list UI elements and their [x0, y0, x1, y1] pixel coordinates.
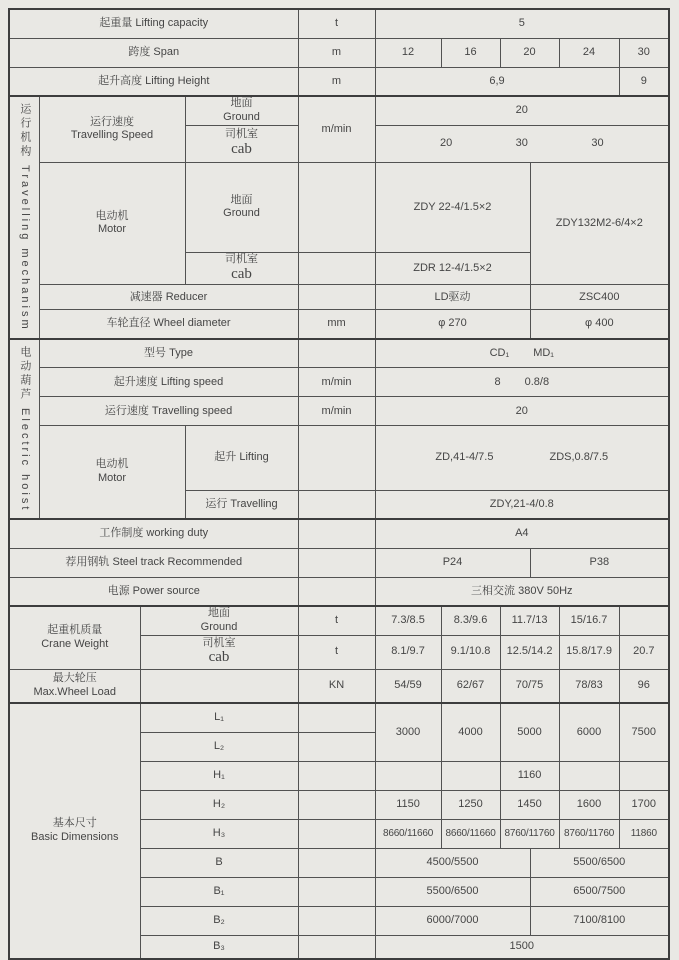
empty-cell: [298, 848, 375, 877]
hoist-motor-lifting-values: [375, 426, 669, 490]
dim-H3-value: 11860: [619, 819, 669, 848]
max-wheel-load-label: 最大轮压 Max.Wheel Load: [9, 669, 140, 703]
dim-B2-sublabel: B₂: [140, 906, 298, 935]
hoist-motor-travelling-value: ZDY,21-4/0.8: [375, 490, 669, 519]
hoist-type-value: MD₁: [533, 346, 555, 359]
travel-motor-cab-value: ZDR 12-4/1.5×2: [375, 253, 530, 285]
empty-cell: [619, 606, 669, 635]
crane-weight-cab-value: 15.8/17.9: [559, 635, 619, 669]
row-hoist-lifting-speed: [9, 368, 669, 397]
hoist-motor-lifting-sublabel: 起升 Lifting: [185, 426, 298, 490]
lifting-height-value-main: 6,9: [375, 67, 619, 96]
span-value: 16: [441, 38, 500, 67]
span-value: 24: [559, 38, 619, 67]
dim-B1-sublabel: B₁: [140, 877, 298, 906]
dim-H1-sublabel: H₁: [140, 761, 298, 790]
travel-speed-cab-value: 30: [591, 136, 604, 149]
hoist-type-value: CD₁: [489, 346, 510, 359]
hoist-travel-speed-label: 运行速度 Travelling speed: [39, 397, 298, 426]
hoist-motor-travelling-sublabel: 运行 Travelling: [185, 490, 298, 519]
lifting-height-value-30m: 9: [619, 67, 669, 96]
row-steel-track: [9, 548, 669, 577]
travel-motor-ground-sublabel: 地面 Ground: [185, 162, 298, 253]
lifting-capacity-label: 起重量 Lifting capacity: [9, 9, 298, 38]
dim-B2-right-value: 7100/8100: [530, 906, 669, 935]
row-dim-L1: [9, 703, 669, 732]
empty-cell: [441, 761, 500, 790]
crane-weight-cab-unit: t: [298, 635, 375, 669]
hoist-lifting-speed-values: [375, 368, 669, 397]
row-travel-motor-ground: [9, 162, 669, 253]
lifting-height-label: 起升高度 Lifting Height: [9, 67, 298, 96]
max-wheel-load-value: 62/67: [441, 669, 500, 703]
basic-dimensions-label: 基本尺寸 Basic Dimensions: [9, 703, 140, 959]
dim-B3-value: 1500: [375, 935, 669, 959]
dim-L-value: 4000: [441, 703, 500, 761]
crane-weight-ground-unit: t: [298, 606, 375, 635]
empty-cell: [298, 253, 375, 285]
dim-H2-value: 1450: [500, 790, 559, 819]
dim-H3-value: 8760/11760: [500, 819, 559, 848]
working-duty-label: 工作制度 working duty: [9, 519, 298, 548]
empty-cell: [298, 906, 375, 935]
dim-H3-value: 8660/11660: [375, 819, 441, 848]
max-wheel-load-value: 70/75: [500, 669, 559, 703]
dim-H3-sublabel: H₃: [140, 819, 298, 848]
dim-L2-sublabel: L₂: [140, 732, 298, 761]
empty-cell: [375, 761, 441, 790]
row-wheel-diameter: [9, 310, 669, 339]
travel-motor-label: 电动机 Motor: [39, 162, 185, 285]
crane-weight-ground-value: 11.7/13: [500, 606, 559, 635]
crane-weight-cab-value: 20.7: [619, 635, 669, 669]
dim-L-value: 6000: [559, 703, 619, 761]
dim-B-sublabel: B: [140, 848, 298, 877]
crane-weight-ground-sublabel: 地面 Ground: [140, 606, 298, 635]
travel-speed-label: [39, 96, 185, 162]
empty-cell: [298, 339, 375, 368]
span-value: 30: [619, 38, 669, 67]
crane-spec-table: [8, 8, 670, 960]
row-working-duty: [9, 519, 669, 548]
empty-cell: [298, 577, 375, 606]
hoist-motor-lifting-value: ZDS,0.8/7.5: [549, 451, 609, 464]
lifting-capacity-value: 5: [375, 9, 669, 38]
hoist-motor-lifting-value: ZD,41-4/7.5: [435, 451, 494, 464]
empty-cell: [298, 877, 375, 906]
hoist-motor-label: 电动机 Motor: [39, 426, 185, 519]
empty-cell: [298, 426, 375, 490]
steel-track-label: 荐用钢轨 Steel track Recommended: [9, 548, 298, 577]
span-value: 20: [500, 38, 559, 67]
electric-hoist-section-label: 电动葫芦 Electric hoist: [9, 339, 39, 519]
row-lifting-capacity: [9, 9, 669, 38]
dim-B1-right-value: 6500/7500: [530, 877, 669, 906]
steel-track-left-value: P24: [375, 548, 530, 577]
row-span: [9, 38, 669, 67]
dim-H3-value: 8660/11660: [441, 819, 500, 848]
empty-cell: [619, 761, 669, 790]
hoist-lifting-speed-label: 起升速度 Lifting speed: [39, 368, 298, 397]
empty-cell: [298, 548, 375, 577]
dim-H2-value: 1700: [619, 790, 669, 819]
reducer-label: 减速器 Reducer: [39, 285, 298, 310]
dim-B-right-value: 5500/6500: [530, 848, 669, 877]
hoist-lifting-speed-value: 0.8/8: [524, 375, 550, 388]
empty-cell: [298, 732, 375, 761]
empty-cell: [298, 519, 375, 548]
hoist-travel-speed-value: 20: [375, 397, 669, 426]
dim-H1-value: 1160: [500, 761, 559, 790]
dim-H2-value: 1600: [559, 790, 619, 819]
max-wheel-load-unit: KN: [298, 669, 375, 703]
row-max-wheel-load: [9, 669, 669, 703]
row-hoist-motor-lifting: [9, 426, 669, 490]
reducer-left-value: LD驱动: [375, 285, 530, 310]
row-power-source: [9, 577, 669, 606]
dim-H2-value: 1150: [375, 790, 441, 819]
travel-motor-cab-sublabel: 司机室 cab: [185, 253, 298, 285]
reducer-right-value: ZSC400: [530, 285, 669, 310]
dim-L-value: 3000: [375, 703, 441, 761]
hoist-type-values: [375, 339, 669, 368]
wheel-diameter-right-value: φ 400: [530, 310, 669, 339]
dim-L-value: 7500: [619, 703, 669, 761]
crane-weight-cab-value: 8.1/9.7: [375, 635, 441, 669]
travel-speed-cab-sublabel: 司机室 cab: [185, 125, 298, 162]
wheel-diameter-left-value: φ 270: [375, 310, 530, 339]
hoist-type-label: 型号 Type: [39, 339, 298, 368]
row-crane-weight-ground: [9, 606, 669, 635]
power-source-label: 电源 Power source: [9, 577, 298, 606]
row-hoist-travel-speed: [9, 397, 669, 426]
lifting-capacity-unit: t: [298, 9, 375, 38]
travel-motor-ground-value: ZDY 22-4/1.5×2: [375, 162, 530, 253]
empty-cell: [298, 162, 375, 253]
empty-cell: [298, 703, 375, 732]
crane-weight-ground-value: 8.3/9.6: [441, 606, 500, 635]
crane-weight-label: 起重机质量 Crane Weight: [9, 606, 140, 669]
travel-speed-cab-value: 30: [515, 136, 528, 149]
travel-speed-cab-value: 20: [439, 136, 453, 149]
row-reducer: [9, 285, 669, 310]
dim-H3-value: 8760/11760: [559, 819, 619, 848]
hoist-lifting-speed-unit: m/min: [298, 368, 375, 397]
travel-motor-right-value: ZDY132M2-6/4×2: [530, 162, 669, 285]
steel-track-right-value: P38: [530, 548, 669, 577]
working-duty-value: A4: [375, 519, 669, 548]
dim-H2-sublabel: H₂: [140, 790, 298, 819]
wheel-diameter-unit: mm: [298, 310, 375, 339]
empty-cell: [298, 285, 375, 310]
empty-cell: [298, 790, 375, 819]
empty-cell: [140, 669, 298, 703]
crane-weight-ground-value: 15/16.7: [559, 606, 619, 635]
dim-L-value: 5000: [500, 703, 559, 761]
dim-B2-left-value: 6000/7000: [375, 906, 530, 935]
row-travel-speed-ground: [9, 96, 669, 125]
empty-cell: [298, 819, 375, 848]
crane-weight-cab-sublabel: 司机室 cab: [140, 635, 298, 669]
empty-cell: [559, 761, 619, 790]
max-wheel-load-value: 54/59: [375, 669, 441, 703]
travel-speed-ground-value: 20: [375, 96, 669, 125]
power-source-value: 三相交流 380V 50Hz: [375, 577, 669, 606]
span-unit: m: [298, 38, 375, 67]
lifting-height-unit: m: [298, 67, 375, 96]
hoist-lifting-speed-value: 8: [494, 375, 501, 388]
dim-B1-left-value: 5500/6500: [375, 877, 530, 906]
max-wheel-load-value: 96: [619, 669, 669, 703]
row-hoist-type: [9, 339, 669, 368]
travel-speed-ground-sublabel: 地面 Ground: [185, 96, 298, 125]
max-wheel-load-value: 78/83: [559, 669, 619, 703]
dim-B3-sublabel: B₃: [140, 935, 298, 959]
travel-speed-cab-values: [375, 125, 669, 162]
crane-weight-cab-value: 9.1/10.8: [441, 635, 500, 669]
crane-weight-cab-value: 12.5/14.2: [500, 635, 559, 669]
empty-cell: [298, 935, 375, 959]
span-label: 跨度 Span: [9, 38, 298, 67]
travel-speed-unit: m/min: [298, 96, 375, 162]
dim-L1-sublabel: L₁: [140, 703, 298, 732]
hoist-travel-speed-unit: m/min: [298, 397, 375, 426]
empty-cell: [298, 761, 375, 790]
dim-H2-value: 1250: [441, 790, 500, 819]
span-value: 12: [375, 38, 441, 67]
wheel-diameter-label: 车轮直径 Wheel diameter: [39, 310, 298, 339]
empty-cell: [298, 490, 375, 519]
travel-speed-label-cn: 运行速度: [90, 115, 134, 128]
crane-weight-ground-value: 7.3/8.5: [375, 606, 441, 635]
travelling-mechanism-section-label: 运行机构 Travelling mechanism: [9, 96, 39, 339]
travel-speed-label-en: Travelling Speed: [70, 129, 154, 142]
row-lifting-height: [9, 67, 669, 96]
dim-B-left-value: 4500/5500: [375, 848, 530, 877]
